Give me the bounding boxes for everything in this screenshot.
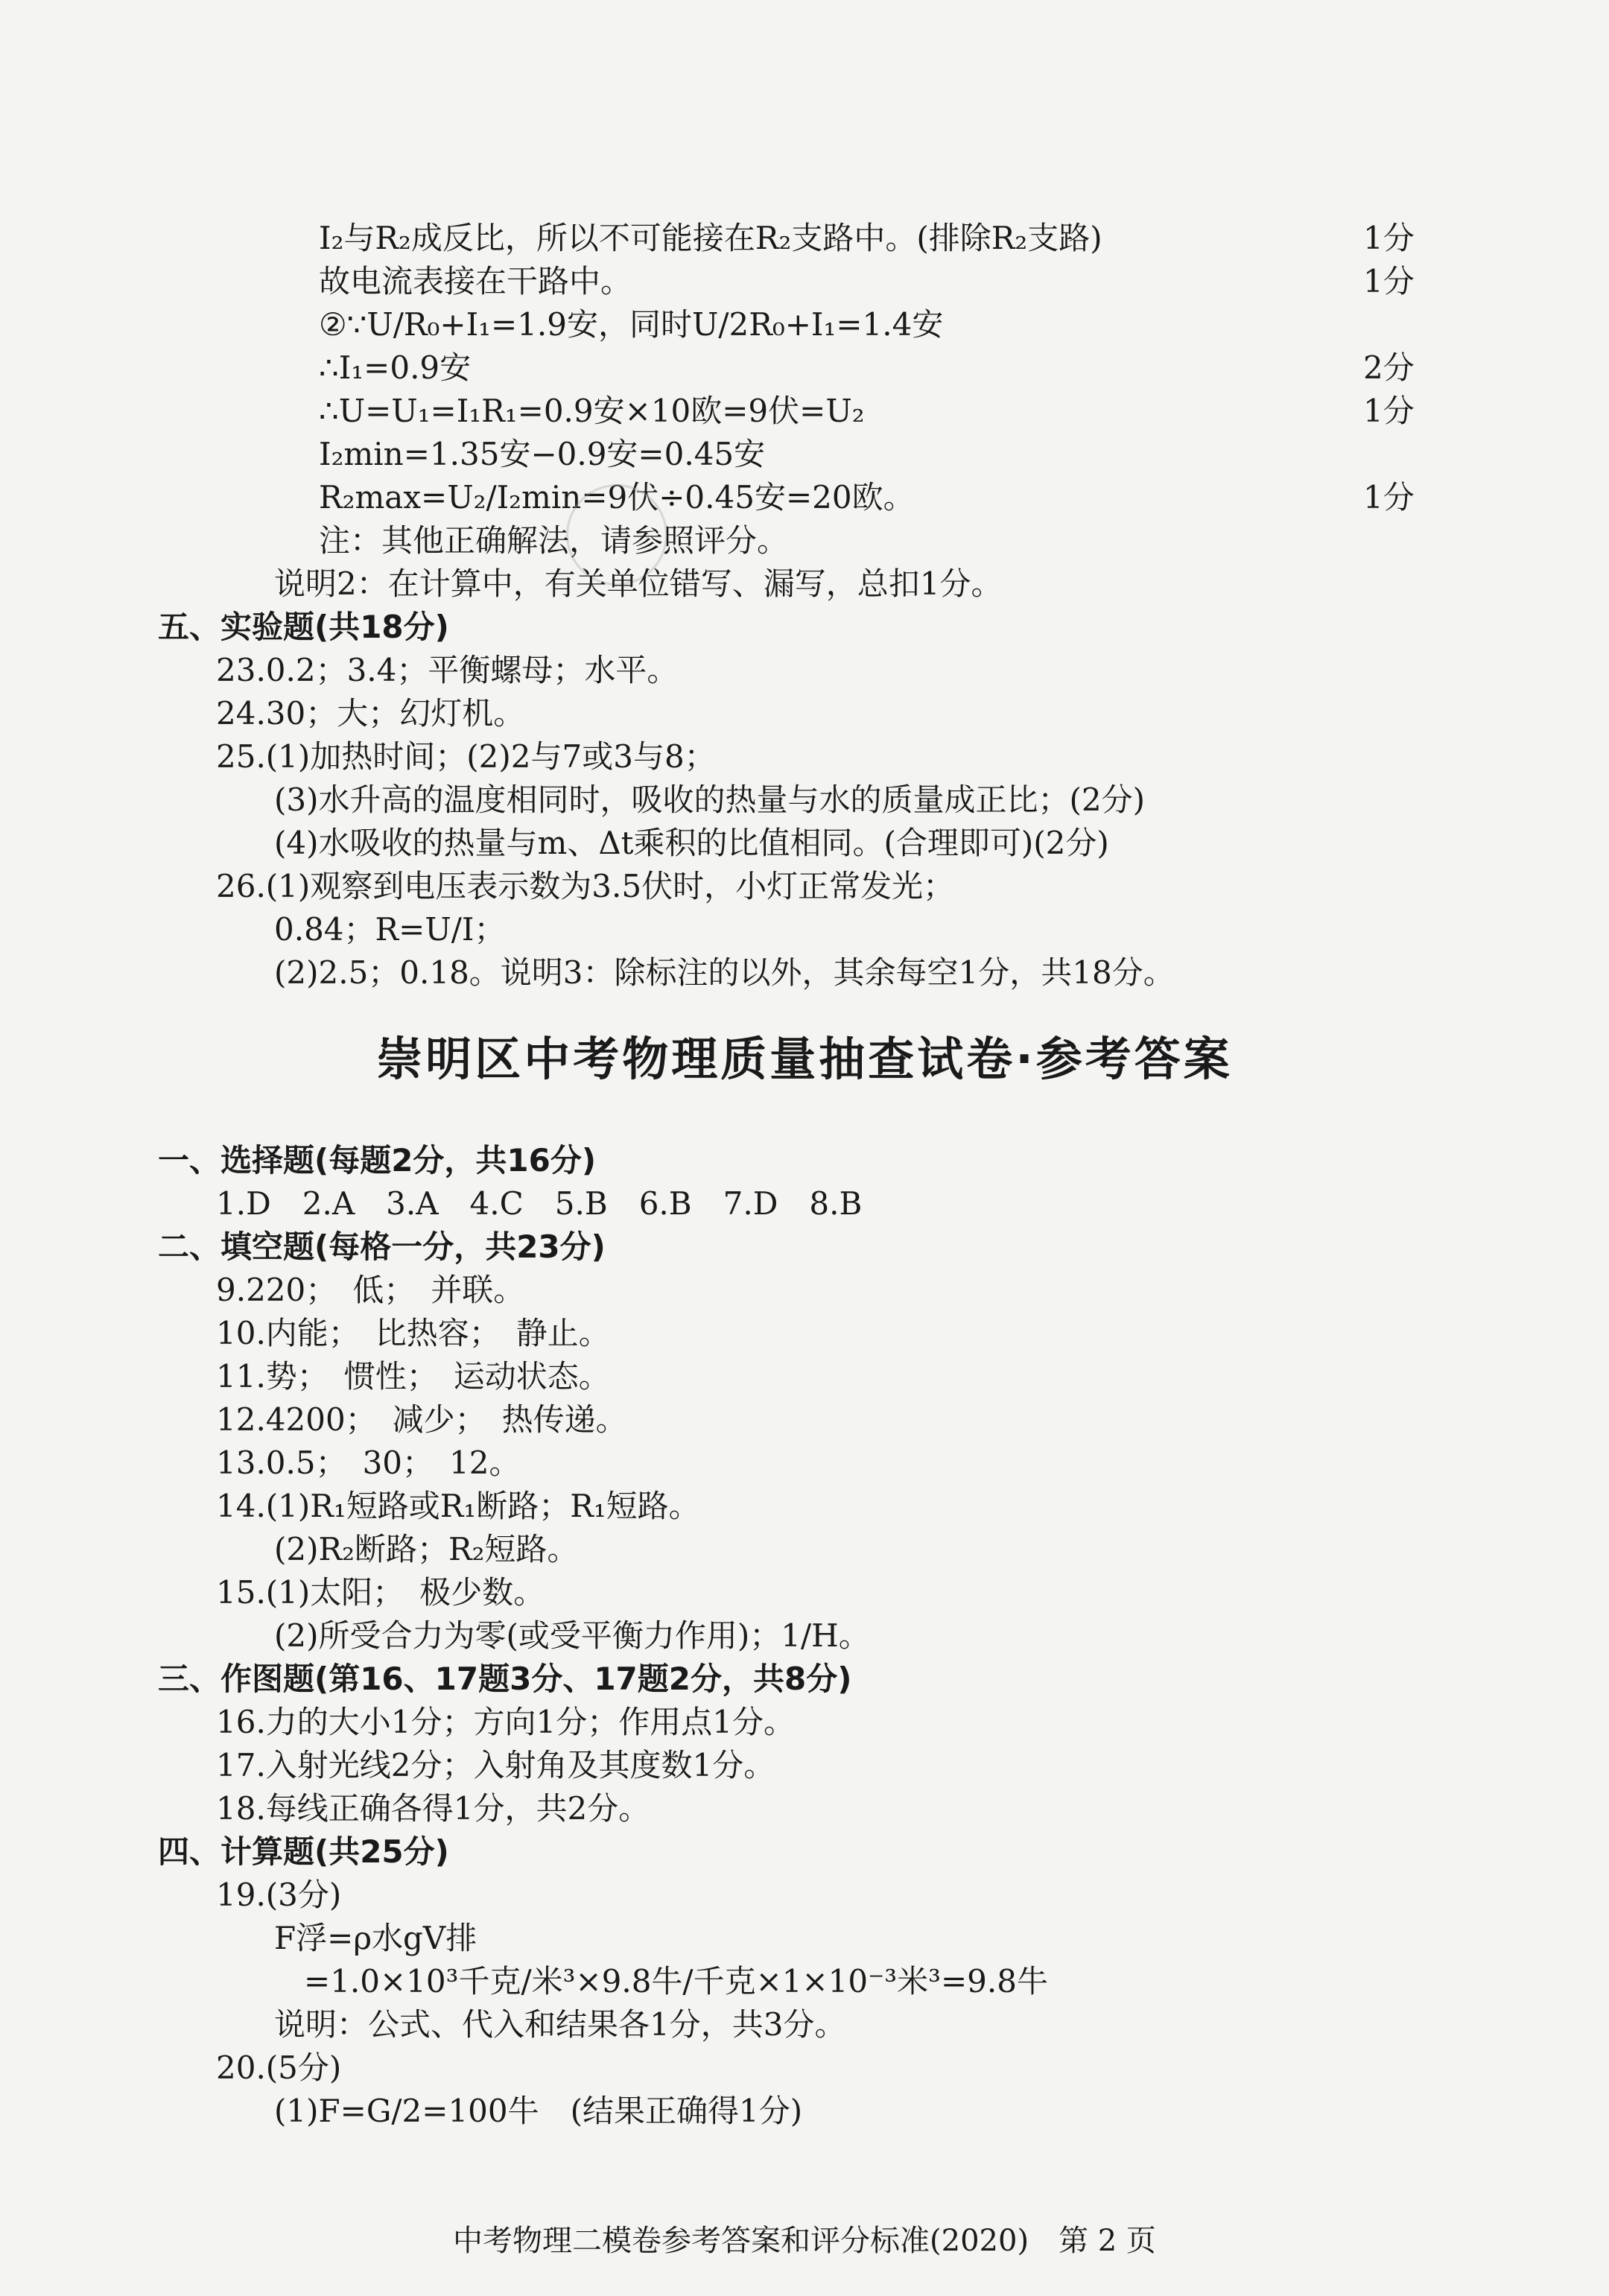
answer-line: 10.内能； 比热容； 静止。: [216, 1315, 610, 1351]
answer-line: 19.(3分): [216, 1877, 342, 1913]
score-mark: 1分: [1363, 263, 1415, 299]
score-mark: 2分: [1363, 349, 1415, 386]
solution-line: I₂min=1.35安−0.9安=0.45安: [319, 436, 766, 472]
answer-line: 26.(1)观察到电压表示数为3.5伏时，小灯正常发光；: [216, 868, 955, 904]
answer-line: 11.势； 惯性； 运动状态。: [216, 1358, 610, 1395]
section-heading: 二、填空题(每格一分，共23分): [158, 1228, 606, 1265]
answer-line: 14.(1)R₁短路或R₁断路；R₁短路。: [216, 1488, 700, 1524]
answer-line: 12.4200； 减少； 热传递。: [216, 1401, 627, 1438]
section-heading: 三、作图题(第16、17题3分、17题2分，共8分): [158, 1661, 852, 1697]
page-title: 崇明区中考物理质量抽查试卷·参考答案: [376, 1032, 1233, 1086]
section-heading: 四、计算题(共25分): [158, 1833, 449, 1870]
formula-line: F浮=ρ水gV排: [274, 1920, 477, 1956]
score-mark: 1分: [1363, 220, 1415, 256]
answer-line: 24.30；大；幻灯机。: [216, 695, 525, 732]
section-heading: 五、实验题(共18分): [158, 609, 449, 645]
note-line: 注：其他正确解法，请参照评分。: [319, 522, 789, 559]
score-mark: 1分: [1363, 479, 1415, 516]
answer-line: (3)水升高的温度相同时，吸收的热量与水的质量成正比；(2分): [274, 781, 1145, 818]
answer-line: 0.84；R=U/I；: [274, 911, 506, 948]
answer-line: (2)2.5；0.18。说明3：除标注的以外，其余每空1分，共18分。: [274, 954, 1175, 991]
answer-line: 23.0.2；3.4；平衡螺母；水平。: [216, 652, 679, 688]
answer-line: (2)R₂断路；R₂短路。: [274, 1531, 579, 1567]
answer-line: 16.力的大小1分；方向1分；作用点1分。: [216, 1704, 795, 1740]
section-heading: 一、选择题(每题2分，共16分): [158, 1142, 597, 1179]
answer-line: (2)所受合力为零(或受平衡力作用)；1/H。: [274, 1617, 870, 1654]
answer-line: (1)F=G/2=100牛 (结果正确得1分): [274, 2093, 803, 2129]
answer-line: 17.入射光线2分；入射角及其度数1分。: [216, 1747, 775, 1783]
answer-line: 13.0.5； 30； 12。: [216, 1444, 521, 1481]
solution-line: R₂max=U₂/I₂min=9伏÷0.45安=20欧。: [319, 479, 915, 516]
score-mark: 1分: [1363, 393, 1415, 429]
answer-line: 20.(5分): [216, 2049, 342, 2086]
solution-line: I₂与R₂成反比，所以不可能接在R₂支路中。(排除R₂支路): [319, 220, 1102, 256]
answer-line: 18.每线正确各得1分，共2分。: [216, 1790, 650, 1827]
page-footer: 中考物理二模卷参考答案和评分标准(2020) 第 2 页: [453, 2224, 1156, 2258]
answer-line: 25.(1)加热时间；(2)2与7或3与8；: [216, 738, 716, 775]
formula-line: =1.0×10³千克/米³×9.8牛/千克×1×10⁻³米³=9.8牛: [304, 1963, 1048, 2000]
answer-line: 1.D 2.A 3.A 4.C 5.B 6.B 7.D 8.B: [216, 1185, 863, 1222]
note-line: 说明2：在计算中，有关单位错写、漏写，总扣1分。: [274, 565, 1003, 602]
solution-line: ∴U=U₁=I₁R₁=0.9安×10欧=9伏=U₂: [319, 393, 865, 429]
answer-line: (4)水吸收的热量与m、Δt乘积的比值相同。(合理即可)(2分): [274, 825, 1109, 861]
solution-line: ②∵U/R₀+I₁=1.9安，同时U/2R₀+I₁=1.4安: [319, 306, 944, 343]
solution-line: ∴I₁=0.9安: [319, 349, 472, 386]
note-line: 说明：公式、代入和结果各1分，共3分。: [274, 2006, 846, 2043]
answer-line: 15.(1)太阳； 极少数。: [216, 1574, 545, 1611]
answer-line: 9.220； 低； 并联。: [216, 1272, 525, 1308]
solution-line: 故电流表接在干路中。: [319, 263, 632, 299]
